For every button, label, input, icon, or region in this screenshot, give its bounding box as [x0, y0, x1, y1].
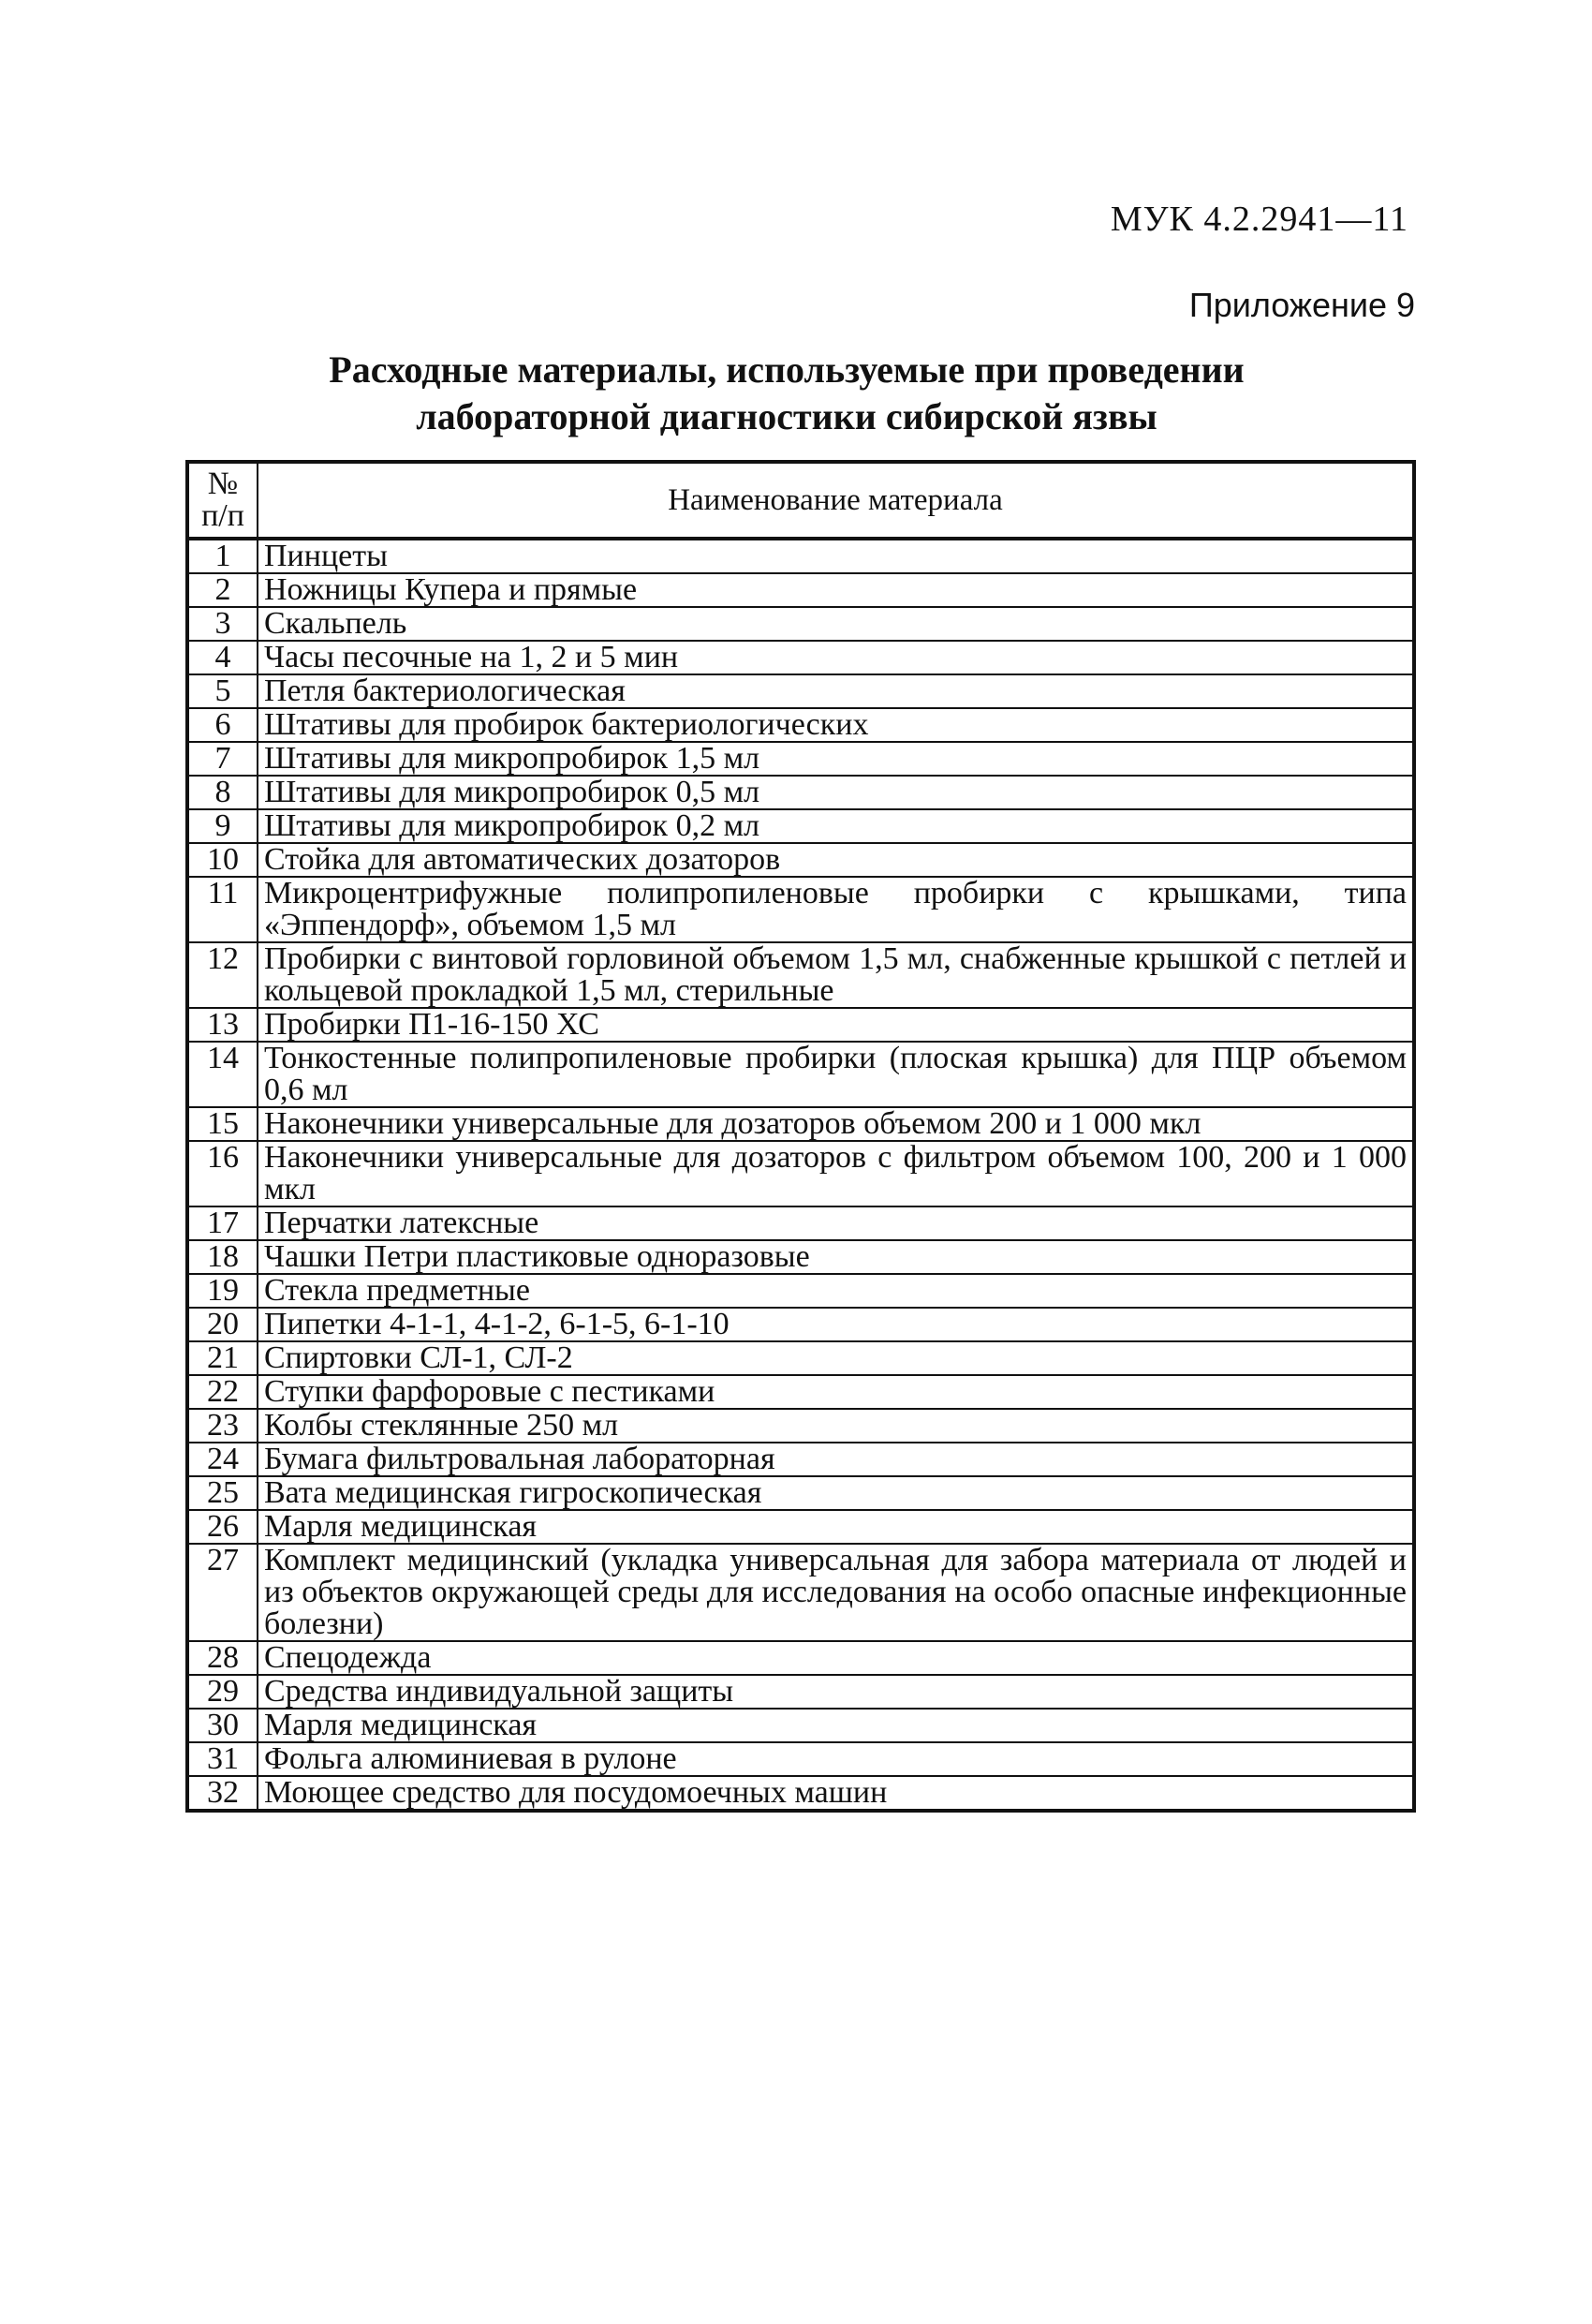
row-number: 20	[187, 1308, 258, 1341]
table-row	[187, 809, 1414, 843]
material-name: Штативы для пробирок бактериологических	[258, 708, 1414, 742]
row-number: 14	[187, 1042, 258, 1107]
table-row	[187, 641, 1414, 674]
row-number: 5	[187, 674, 258, 708]
table-row	[187, 573, 1414, 607]
row-number: 8	[187, 776, 258, 809]
table-header-row	[187, 462, 1414, 539]
document-code: МУК 4.2.2941—11	[1110, 200, 1408, 239]
table-row	[187, 1641, 1414, 1675]
table-row	[187, 1141, 1414, 1206]
row-number: 7	[187, 742, 258, 776]
table-row	[187, 942, 1414, 1008]
table-row	[187, 877, 1414, 942]
table-row	[187, 1742, 1414, 1776]
table-row	[187, 1274, 1414, 1308]
material-name: Колбы стеклянные 250 мл	[258, 1409, 1414, 1443]
row-number: 3	[187, 607, 258, 641]
row-number: 28	[187, 1641, 258, 1675]
appendix-label: Приложение 9	[1188, 286, 1415, 324]
row-number: 24	[187, 1443, 258, 1476]
row-number: 11	[187, 877, 258, 942]
row-number: 2	[187, 573, 258, 607]
table-row	[187, 1544, 1414, 1641]
material-name: Перчатки латексные	[258, 1206, 1414, 1240]
row-number: 6	[187, 708, 258, 742]
material-name: Ножницы Купера и прямые	[258, 573, 1414, 607]
material-name: Чашки Петри пластиковые одноразовые	[258, 1240, 1414, 1274]
table-row	[187, 1008, 1414, 1042]
row-number: 26	[187, 1510, 258, 1544]
row-number: 12	[187, 942, 258, 1008]
table-row	[187, 1776, 1414, 1811]
material-name: Наконечники универсальные для дозаторов с фильтром объемом 100, 200 и 1 000 мкл	[258, 1141, 1414, 1206]
page-title	[225, 347, 1349, 440]
table-row	[187, 1206, 1414, 1240]
row-number: 16	[187, 1141, 258, 1206]
table-row	[187, 674, 1414, 708]
material-name: Штативы для микропробирок 0,5 мл	[258, 776, 1414, 809]
table-row	[187, 607, 1414, 641]
material-name: Пинцеты	[258, 539, 1414, 573]
material-name: Пипетки 4-1-1, 4-1-2, 6-1-5, 6-1-10	[258, 1308, 1414, 1341]
table-row	[187, 1510, 1414, 1544]
table-row	[187, 1107, 1414, 1141]
material-name: Пробирки с винтовой горловиной объемом 1,5 мл, снабженные крышкой с петлей и кольцевой прокладкой 1,5 мл, стерильные	[258, 942, 1414, 1008]
page-title-line-2: лабораторной диагностики сибирской язвы	[416, 395, 1157, 437]
material-name: Марля медицинская	[258, 1709, 1414, 1742]
row-number: 32	[187, 1776, 258, 1811]
table-row	[187, 1375, 1414, 1409]
row-number: 23	[187, 1409, 258, 1443]
table-row	[187, 1709, 1414, 1742]
table-row	[187, 1240, 1414, 1274]
material-name: Марля медицинская	[258, 1510, 1414, 1544]
row-number: 9	[187, 809, 258, 843]
material-name: Стойка для автоматических дозаторов	[258, 843, 1414, 877]
material-name: Спиртовки СЛ-1, СЛ-2	[258, 1341, 1414, 1375]
table-row	[187, 1042, 1414, 1107]
material-name: Скальпель	[258, 607, 1414, 641]
material-name: Микроцентрифужные полипропиленовые пробирки с крышками, типа «Эппендорф», объемом 1,5 мл	[258, 877, 1414, 942]
material-name: Комплект медицинский (укладка универсальная для забора материала от людей и из объектов окружающей среды для исследования на особо опасные инфекционные болезни)	[258, 1544, 1414, 1641]
material-name: Петля бактериологическая	[258, 674, 1414, 708]
table-row	[187, 708, 1414, 742]
material-name: Средства индивидуальной защиты	[258, 1675, 1414, 1709]
row-number: 25	[187, 1476, 258, 1510]
row-number: 27	[187, 1544, 258, 1641]
row-number: 15	[187, 1107, 258, 1141]
materials-table-body	[187, 539, 1414, 1811]
column-header-name: Наименование материала	[258, 462, 1414, 539]
material-name: Вата медицинская гигроскопическая	[258, 1476, 1414, 1510]
material-name: Фольга алюминиевая в рулоне	[258, 1742, 1414, 1776]
row-number: 31	[187, 1742, 258, 1776]
material-name: Бумага фильтровальная лабораторная	[258, 1443, 1414, 1476]
table-row	[187, 1308, 1414, 1341]
row-number: 10	[187, 843, 258, 877]
material-name: Наконечники универсальные для дозаторов объемом 200 и 1 000 мкл	[258, 1107, 1414, 1141]
table-row	[187, 1409, 1414, 1443]
row-number: 29	[187, 1675, 258, 1709]
row-number: 18	[187, 1240, 258, 1274]
page-title-line-1: Расходные материалы, используемые при проведении	[329, 348, 1245, 391]
material-name: Часы песочные на 1, 2 и 5 мин	[258, 641, 1414, 674]
row-number: 30	[187, 1709, 258, 1742]
materials-table	[185, 460, 1416, 1813]
table-row	[187, 776, 1414, 809]
material-name: Моющее средство для посудомоечных машин	[258, 1776, 1414, 1811]
row-number: 13	[187, 1008, 258, 1042]
material-name: Штативы для микропробирок 1,5 мл	[258, 742, 1414, 776]
table-row	[187, 1341, 1414, 1375]
material-name: Спецодежда	[258, 1641, 1414, 1675]
row-number: 22	[187, 1375, 258, 1409]
material-name: Ступки фарфоровые с пестиками	[258, 1375, 1414, 1409]
row-number: 1	[187, 539, 258, 573]
row-number: 21	[187, 1341, 258, 1375]
row-number: 19	[187, 1274, 258, 1308]
table-row	[187, 1443, 1414, 1476]
table-row	[187, 539, 1414, 573]
column-header-number-symbol: №	[207, 466, 239, 501]
material-name: Тонкостенные полипропиленовые пробирки (плоская крышка) для ПЦР объемом 0,6 мл	[258, 1042, 1414, 1107]
material-name: Штативы для микропробирок 0,2 мл	[258, 809, 1414, 843]
material-name: Пробирки П1-16-150 ХС	[258, 1008, 1414, 1042]
column-header-number-abbr: п/п	[201, 498, 244, 533]
table-row	[187, 1476, 1414, 1510]
column-header-number	[187, 462, 258, 539]
row-number: 4	[187, 641, 258, 674]
table-row	[187, 843, 1414, 877]
row-number: 17	[187, 1206, 258, 1240]
table-row	[187, 742, 1414, 776]
table-row	[187, 1675, 1414, 1709]
material-name: Стекла предметные	[258, 1274, 1414, 1308]
